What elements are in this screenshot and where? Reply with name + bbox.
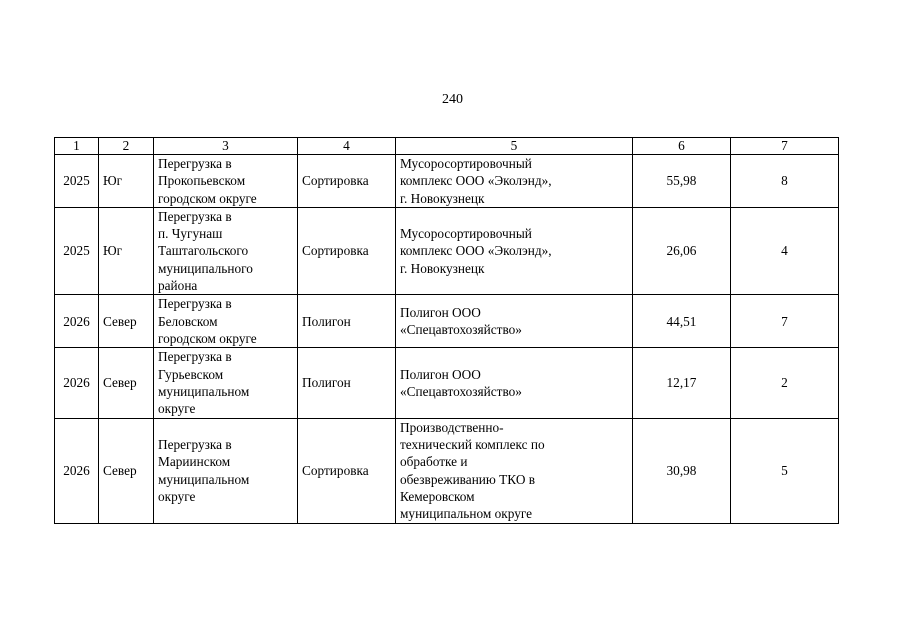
type-cell: Сортировка: [298, 207, 396, 294]
destination-cell-line: Полигон ООО: [400, 305, 481, 321]
count-cell: 8: [731, 155, 839, 208]
destination-cell: [396, 155, 633, 208]
column-header: 6: [633, 138, 731, 155]
table-header-row: [55, 138, 839, 155]
destination-cell-line: Мусоросортировочный: [400, 226, 532, 242]
destination-cell-line: Полигон ООО: [400, 366, 481, 382]
column-header: 3: [154, 138, 298, 155]
transfer-cell-line: Перегрузка в: [158, 349, 232, 365]
count-cell: 7: [731, 295, 839, 348]
volume-cell: 44,51: [633, 295, 731, 348]
table-row: [55, 207, 839, 294]
volume-cell: 12,17: [633, 348, 731, 418]
transfer-cell-line: городском округе: [158, 190, 257, 206]
transfer-cell-line: п. Чугунаш: [158, 226, 223, 242]
transfer-cell-line: Беловском: [158, 313, 218, 329]
destination-cell-line: технический комплекс по: [400, 436, 545, 452]
transfer-cell-line: муниципального: [158, 260, 253, 276]
zone-cell: Север: [99, 418, 154, 523]
column-header: 1: [55, 138, 99, 155]
page-number: 240: [442, 92, 463, 107]
transfer-cell: [154, 295, 298, 348]
transfer-cell-line: Мариинском: [158, 454, 231, 470]
year-cell: 2025: [55, 155, 99, 208]
count-cell: 2: [731, 348, 839, 418]
transfer-cell-line: района: [158, 278, 198, 294]
destination-cell: [396, 348, 633, 418]
transfer-cell: [154, 348, 298, 418]
transfer-cell-line: Перегрузка в: [158, 156, 232, 171]
type-cell: Сортировка: [298, 418, 396, 523]
transfer-cell-line: Прокопьевском: [158, 173, 246, 189]
transfer-cell-line: Перегрузка в: [158, 208, 232, 224]
volume-cell: 55,98: [633, 155, 731, 208]
destination-cell-line: Мусоросортировочный: [400, 156, 532, 171]
transfer-cell: [154, 418, 298, 523]
table-row: [55, 155, 839, 208]
destination-cell-line: комплекс ООО «Эколэнд»,: [400, 173, 552, 189]
transfer-cell-line: Гурьевском: [158, 366, 224, 382]
table-row: [55, 348, 839, 418]
transfer-cell-line: городском округе: [158, 331, 257, 347]
count-cell: 4: [731, 207, 839, 294]
destination-cell-line: «Спецавтохозяйство»: [400, 322, 522, 338]
destination-cell: [396, 418, 633, 523]
zone-cell: Север: [99, 295, 154, 348]
year-cell: 2025: [55, 207, 99, 294]
transfer-cell-line: Таштагольского: [158, 243, 249, 259]
zone-cell: Север: [99, 348, 154, 418]
transfer-cell-line: Перегрузка в: [158, 296, 232, 312]
transfer-cell-line: округе: [158, 488, 196, 504]
table-row: [55, 295, 839, 348]
transfer-cell-line: муниципальном: [158, 383, 250, 399]
year-cell: 2026: [55, 348, 99, 418]
destination-cell-line: обезвреживанию ТКО в: [400, 471, 536, 487]
column-header: 5: [396, 138, 633, 155]
transfer-cell-line: Перегрузка в: [158, 436, 232, 452]
destination-cell-line: обработке и: [400, 454, 468, 470]
table-row: [55, 418, 839, 523]
type-cell: Полигон: [298, 295, 396, 348]
destination-cell-line: Кемеровском: [400, 488, 475, 504]
volume-cell: 30,98: [633, 418, 731, 523]
type-cell: Полигон: [298, 348, 396, 418]
destination-cell-line: «Спецавтохозяйство»: [400, 383, 522, 399]
destination-cell-line: г. Новокузнецк: [400, 260, 485, 276]
destination-cell-line: муниципальном округе: [400, 506, 533, 522]
transfer-cell: [154, 207, 298, 294]
destination-cell-line: г. Новокузнецк: [400, 190, 485, 206]
destination-cell: [396, 295, 633, 348]
column-header: 7: [731, 138, 839, 155]
zone-cell: Юг: [99, 155, 154, 208]
year-cell: 2026: [55, 418, 99, 523]
column-header: 2: [99, 138, 154, 155]
destination-cell: [396, 207, 633, 294]
transfer-cell: [154, 155, 298, 208]
type-cell: Сортировка: [298, 155, 396, 208]
count-cell: 5: [731, 418, 839, 523]
year-cell: 2026: [55, 295, 99, 348]
volume-cell: 26,06: [633, 207, 731, 294]
transfer-cell-line: муниципальном: [158, 471, 250, 487]
column-header: 4: [298, 138, 396, 155]
transfer-cell-line: округе: [158, 401, 196, 417]
destination-cell-line: Производственно-: [400, 419, 504, 435]
zone-cell: Юг: [99, 207, 154, 294]
destination-cell-line: комплекс ООО «Эколэнд»,: [400, 243, 552, 259]
data-table: [54, 137, 839, 524]
